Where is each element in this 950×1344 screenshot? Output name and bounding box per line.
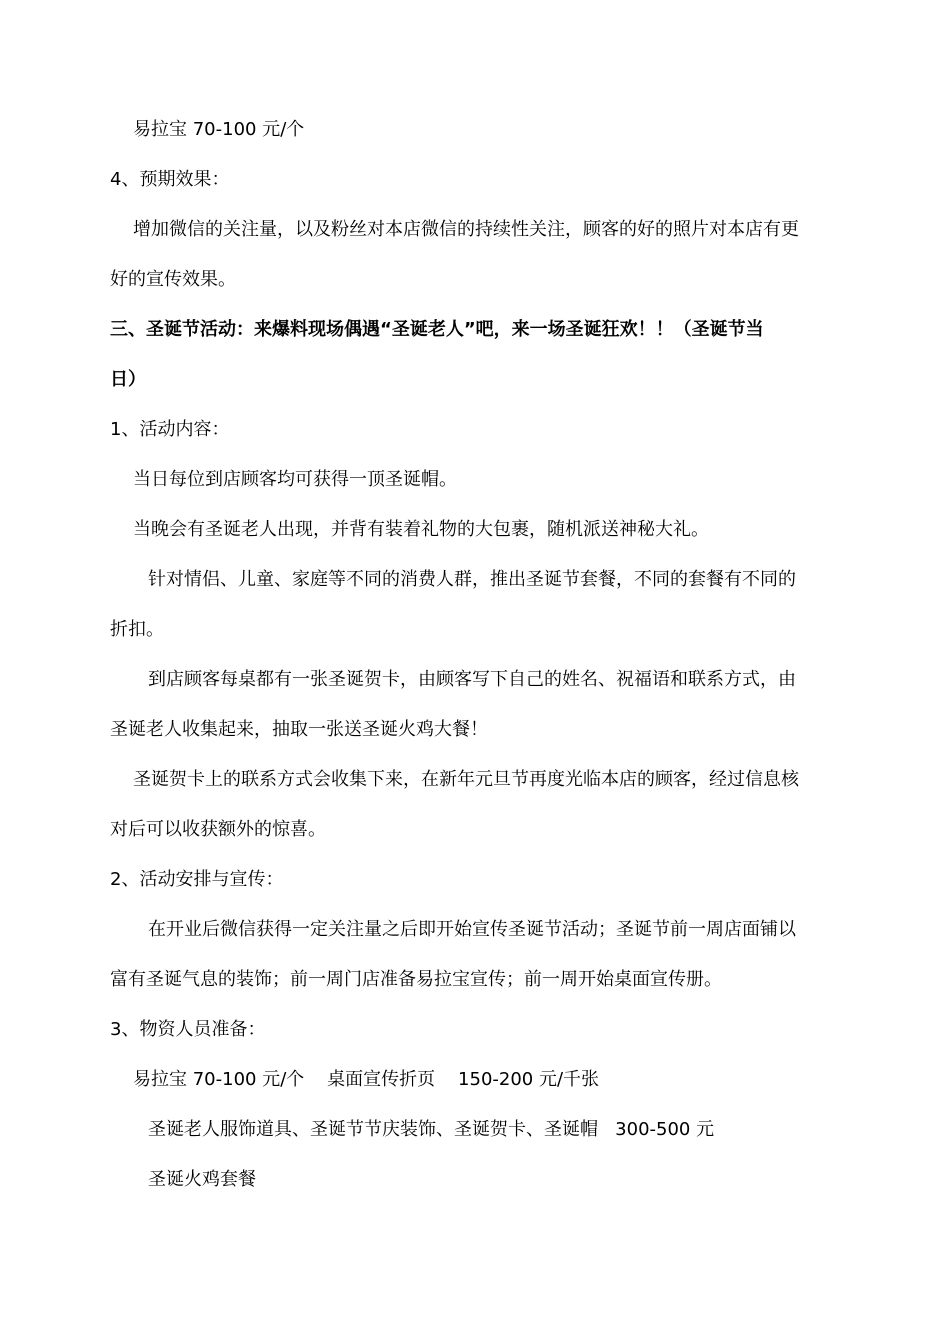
chapter-heading: 三、圣诞节活动：来爆料现场偶遇“圣诞老人”吧，来一场圣诞狂欢！！（圣诞节当 <box>110 319 764 340</box>
text-line: 好的宣传效果。 <box>110 269 236 290</box>
text-line: 圣诞老人收集起来，抽取一张送圣诞火鸡大餐！ <box>110 719 488 740</box>
text-line: 圣诞贺卡上的联系方式会收集下来，在新年元旦节再度光临本店的顾客，经过信息核 <box>133 769 799 790</box>
text-line: 当日每位到店顾客均可获得一顶圣诞帽。 <box>133 469 457 490</box>
text-line: 针对情侣、儿童、家庭等不同的消费人群，推出圣诞节套餐，不同的套餐有不同的 <box>148 569 796 590</box>
text-line: 折扣。 <box>110 619 164 640</box>
section-heading: 1、活动内容： <box>110 419 230 440</box>
text-line: 圣诞火鸡套餐 <box>148 1169 256 1190</box>
text-line: 当晚会有圣诞老人出现，并背有装着礼物的大包裹，随机派送神秘大礼。 <box>133 519 709 540</box>
section-heading: 3、物资人员准备： <box>110 1019 266 1040</box>
text-line: 易拉宝 70-100 元/个 <box>133 119 305 140</box>
text-line: 在开业后微信获得一定关注量之后即开始宣传圣诞节活动；圣诞节前一周店面铺以 <box>148 919 796 940</box>
text-line: 对后可以收获额外的惊喜。 <box>110 819 326 840</box>
chapter-heading: 日） <box>110 369 146 390</box>
text-line: 圣诞老人服饰道具、圣诞节节庆装饰、圣诞贺卡、圣诞帽 300-500 元 <box>148 1119 715 1140</box>
text-line: 富有圣诞气息的装饰；前一周门店准备易拉宝宣传；前一周开始桌面宣传册。 <box>110 969 722 990</box>
text-line: 增加微信的关注量，以及粉丝对本店微信的持续性关注，顾客的好的照片对本店有更 <box>133 219 799 240</box>
text-line: 易拉宝 70-100 元/个 桌面宣传折页 150-200 元/千张 <box>133 1069 600 1090</box>
text-line: 到店顾客每桌都有一张圣诞贺卡，由顾客写下自己的姓名、祝福语和联系方式，由 <box>148 669 796 690</box>
section-heading: 2、活动安排与宣传： <box>110 869 284 890</box>
section-heading: 4、预期效果： <box>110 169 230 190</box>
